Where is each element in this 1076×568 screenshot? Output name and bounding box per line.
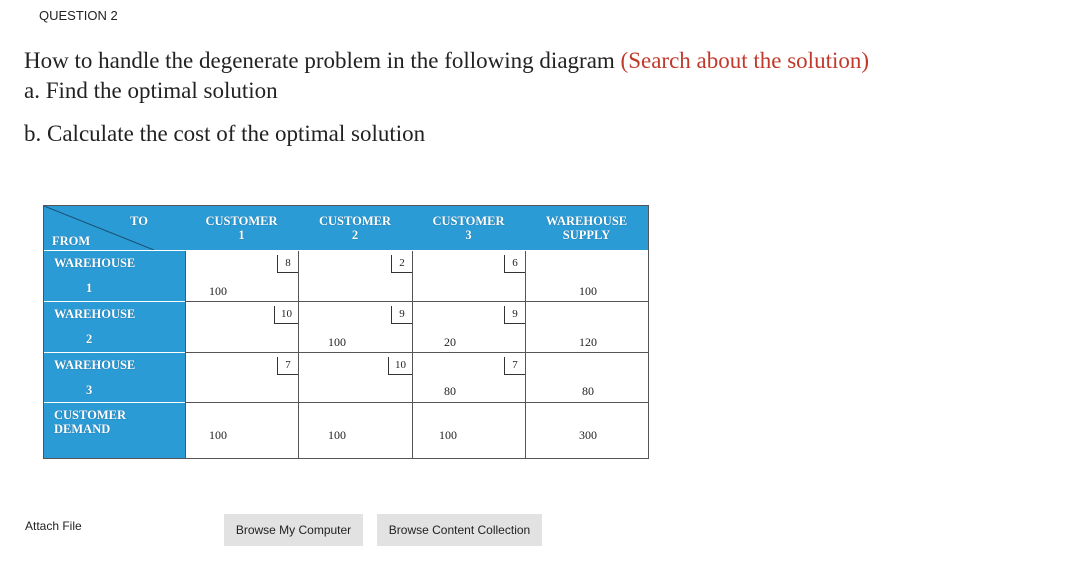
supply-w3: 80 [582,384,594,398]
corner-from-label: FROM [52,234,91,248]
browse-my-computer-button[interactable]: Browse My Computer [224,514,363,546]
browse-content-collection-button[interactable]: Browse Content Collection [377,514,542,546]
row-header-warehouse-2: WAREHOUSE 2 [44,301,185,352]
part-a-text: a. Find the optimal solution [24,78,278,103]
transportation-table [43,205,649,459]
corner-header [44,206,154,250]
row-header-demand: CUSTOMER DEMAND [44,402,185,458]
supply-w2: 120 [579,335,597,349]
prompt-highlight: (Search about the solution) [620,48,870,73]
grid-line [44,352,185,353]
row-header-warehouse-3: WAREHOUSE 3 [44,352,185,402]
cost-w2-c3: 9 [504,306,525,324]
attach-file-label: Attach File [25,519,82,533]
grid-line [185,301,648,302]
alloc-w1-c1: 100 [209,284,227,298]
alloc-w2-c3: 20 [444,335,456,349]
grid-line [298,250,299,458]
grid-line [185,250,186,458]
col-header-customer-2: CUSTOMER 2 [298,206,412,250]
col-header-customer-3: CUSTOMER 3 [412,206,525,250]
grid-line [412,250,413,458]
cost-w3-c1: 7 [277,357,298,375]
alloc-w3-c3: 80 [444,384,456,398]
question-prompt [24,48,869,74]
header-gap [154,206,185,250]
grid-line [44,250,648,251]
question-label: QUESTION 2 [39,8,118,23]
grid-line [525,250,526,458]
demand-total: 300 [579,428,597,442]
grid-line [185,402,648,403]
row-header-warehouse-1: WAREHOUSE 1 [44,250,185,301]
demand-c3: 100 [439,428,457,442]
cost-w3-c2: 10 [388,357,412,375]
alloc-w2-c2: 100 [328,335,346,349]
cost-w1-c3: 6 [504,255,525,273]
cost-w3-c3: 7 [504,357,525,375]
grid-line [44,301,185,302]
cost-w2-c1: 10 [274,306,298,324]
part-b-text: b. Calculate the cost of the optimal solution [24,121,426,146]
col-header-supply: WAREHOUSE SUPPLY [525,206,648,250]
col-header-customer-1: CUSTOMER 1 [185,206,298,250]
prompt-text: How to handle the degenerate problem in the following diagram [24,48,621,73]
corner-to-label: TO [130,214,148,228]
supply-w1: 100 [579,284,597,298]
cost-w2-c2: 9 [391,306,412,324]
grid-line [44,402,185,403]
demand-c1: 100 [209,428,227,442]
demand-c2: 100 [328,428,346,442]
cost-w1-c2: 2 [391,255,412,273]
grid-line [185,352,648,353]
cost-w1-c1: 8 [277,255,298,273]
